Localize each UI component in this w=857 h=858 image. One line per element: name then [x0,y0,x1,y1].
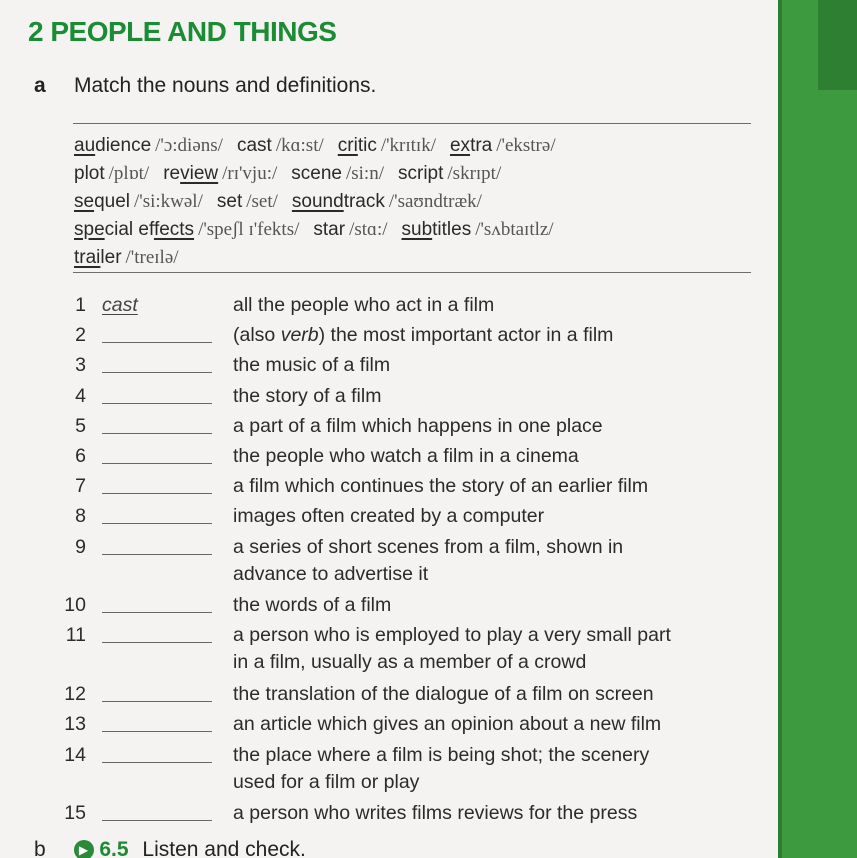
definition-item [0,503,780,533]
word-box-line [74,244,764,272]
phonetic-transcription: /kɑ:st/ [275,135,324,156]
definition-item [0,681,780,711]
exercise-b [34,838,306,858]
phonetic-transcription: /skrɪpt/ [447,163,502,184]
answer-blank[interactable] [102,352,212,373]
definition-item [0,592,780,622]
phonetic-transcription: /plɒt/ [108,163,150,184]
page-corner-tab [818,0,857,90]
definition-text: all the people who act in a film [233,294,495,316]
definition-text: the words of a film [233,594,392,617]
vocabulary-word: plot [74,163,105,184]
item-number: 12 [64,683,86,706]
answer-blank[interactable] [102,622,212,643]
definition-text: a part of a film which happens in one place [233,414,603,437]
item-number: 10 [64,594,86,617]
phonetic-transcription: /'krɪtɪk/ [380,135,436,156]
phonetic-transcription: /rɪ'vju:/ [222,163,278,184]
answer-blank[interactable] [102,800,212,821]
answer-blank[interactable] [102,592,212,613]
answer-blank[interactable] [102,503,212,524]
item-number: 5 [75,414,86,437]
vocabulary-word: cast [236,135,272,156]
definition-text: images often created by a computer [233,505,545,528]
item-number: 14 [64,743,86,766]
phonetic-transcription: /'ekstrə/ [496,135,556,156]
phonetic-transcription: /'saʊndtræk/ [388,191,482,212]
vocabulary-word: extra [449,135,493,156]
example-answer: cast [102,294,138,316]
definitions-list [0,292,780,831]
answer-blank[interactable] [102,383,212,404]
phonetic-transcription: /'speʃl ɪ'fekts/ [198,219,300,240]
page-side-bar [778,0,857,858]
item-number: 15 [64,802,86,825]
definition-text: an article which gives an opinion about a new film [233,713,662,736]
vocabulary-word: audience [74,135,152,156]
definition-item [0,322,780,352]
exercise-b-instruction: Listen and check. [142,838,306,858]
definition-text: a person who writes films reviews for the press [233,802,638,825]
definition-item [0,473,780,503]
phonetic-transcription: /stɑ:/ [349,219,388,240]
definition-item [0,383,780,413]
exercise-a-instruction: Match the nouns and definitions. [74,74,377,97]
answer-blank[interactable] [102,322,212,343]
item-number: 6 [75,444,86,467]
definition-text: the translation of the dialogue of a film on screen [233,683,654,706]
item-number: 4 [75,384,86,407]
word-box-line [74,188,764,216]
definition-text: the music of a film [233,354,391,377]
section-title: 2 PEOPLE AND THINGS [28,16,337,47]
word-box-line [74,160,764,188]
definition-item [0,742,780,801]
definition-text: the story of a film [233,384,382,407]
answer-blank[interactable] [102,681,212,702]
item-number: 11 [65,624,86,647]
answer-blank[interactable] [102,443,212,464]
definition-text: a person who is employed to play a very small part in a film, usually as a member of a crowd [233,624,671,674]
vocabulary-word: review [163,163,219,184]
vocabulary-word: subtitles [401,219,472,240]
definition-item [0,711,780,741]
phonetic-transcription: /set/ [246,191,278,212]
definition-item [0,352,780,382]
definition-text: the place where a film is being shot; the scenery used for a film or play [233,743,650,793]
vocabulary-word: critic [337,135,377,156]
vocabulary-word: soundtrack [291,191,385,212]
definition-text: a series of short scenes from a film, shown in advance to advertise it [233,535,624,585]
phonetic-transcription: /'ɔ:diəns/ [155,135,223,156]
phonetic-transcription: /'sʌbtaɪtlz/ [475,219,554,240]
speaker-icon[interactable]: ▶ [74,840,94,858]
item-number: 8 [75,505,86,528]
exercise-b-letter: b [34,838,46,858]
definition-item [0,413,780,443]
item-number: 13 [64,713,86,736]
item-number: 1 [75,294,86,316]
phonetic-transcription: /si:n/ [345,163,384,184]
definition-item [0,292,780,322]
word-box [74,132,764,272]
vocabulary-word: script [398,163,444,184]
answer-blank[interactable] [102,711,212,732]
definition-text: (also verb) the most important actor in a film [233,324,614,347]
word-box-line [74,216,764,244]
word-box-line [74,132,764,160]
vocabulary-word: star [313,219,346,240]
answer-blank[interactable] [102,534,212,555]
vocabulary-word: scene [291,163,342,184]
definition-item [0,800,780,830]
vocabulary-word: special effects [74,219,195,240]
item-number: 7 [75,475,86,498]
exercise-a-letter: a [34,74,46,97]
phonetic-transcription: /'treɪlə/ [125,247,179,268]
vocabulary-word: set [216,191,243,212]
definition-item [0,443,780,473]
vocabulary-word: sequel [74,191,130,212]
item-number: 3 [75,354,86,377]
answer-blank[interactable] [102,413,212,434]
definition-item [0,622,780,681]
vocabulary-word: trailer [74,247,122,268]
word-box-bottom-rule [73,272,751,273]
answer-blank[interactable] [102,473,212,494]
audio-track-number: 6.5 [99,838,129,858]
definition-item [0,534,780,593]
item-number: 2 [75,324,86,347]
definition-text: a film which continues the story of an earlier film [233,475,649,498]
phonetic-transcription: /'si:kwəl/ [134,191,203,212]
item-number: 9 [75,535,86,558]
answer-blank[interactable] [102,742,212,763]
definition-text: the people who watch a film in a cinema [233,444,579,467]
word-box-top-rule [73,123,751,124]
